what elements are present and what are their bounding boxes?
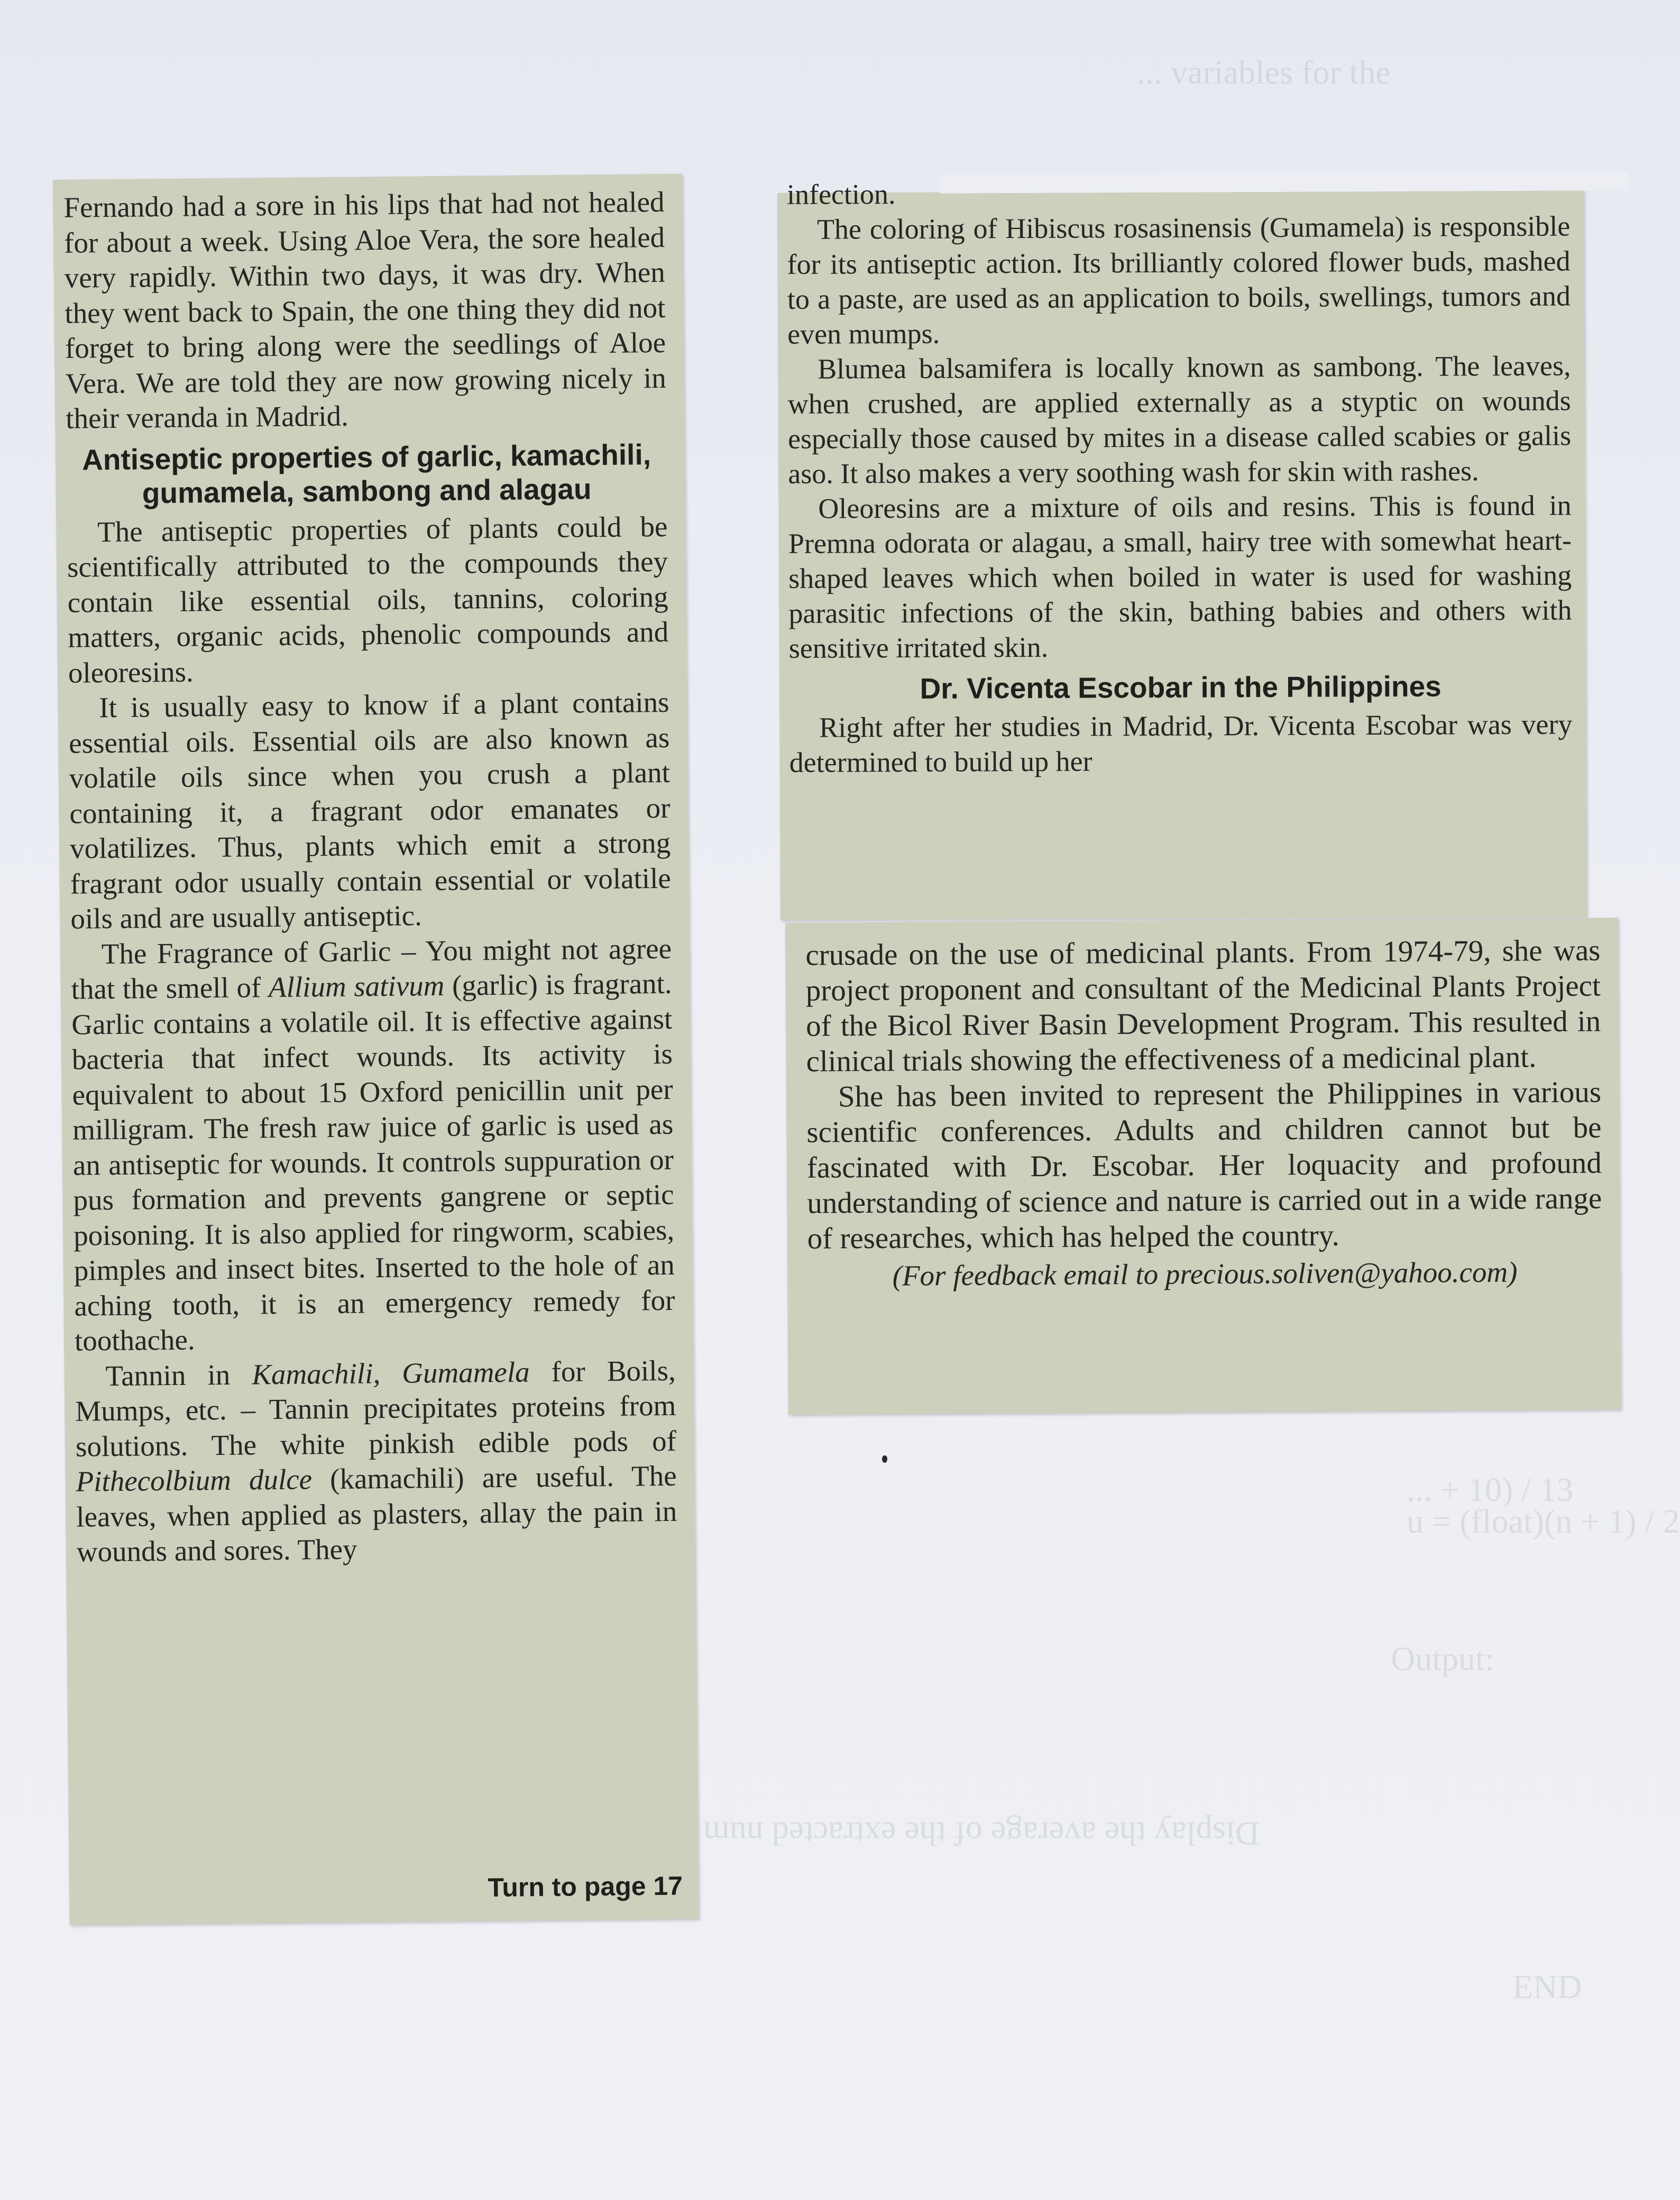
left-clipping: [53, 174, 699, 1925]
paragraph-hibiscus: The coloring of Hibiscus rosasinensis (Gumamela) is responsible for its antiseptic action. Its brilliantly colored flower buds, mashed to a paste, are used as an application to boils, swellings, tumors and even mumps.: [787, 210, 1571, 350]
garlic-text-a: The Fragrance of Garlic – You might not agree that the smell of: [71, 932, 672, 1005]
continuation-text: infection.: [786, 178, 896, 210]
garlic-text-b: (garlic) is fragrant. Garlic contains a volatile oil. It is effective against bacteria that infect wounds. Its activity is equivalent to about 15 Oxford penicillin unit per milligram. The fresh raw juice of garlic is used as an antiseptic for wounds. It controls suppuration or pus formation and prevents gangrene or septic poisoning. It is also applied for ringworm, scabies, pimples and insect bites. Inserted to the hole of an aching tooth, it is an emergency remedy for toothache.: [71, 967, 675, 1357]
tannin-text-c: (kamachili) are useful. The leaves, when applied as plasters, allay the pain in wounds and sores. They: [76, 1459, 677, 1568]
tannin-italic-plants: Kamachili, Gumamela: [251, 1355, 530, 1390]
paragraph-antiseptic-properties: The antiseptic properties of plants could be scientifically attributed to the compounds they contain like essential oils, tannins, coloring matters, organic acids, phenolic compounds and oleoresins.: [67, 510, 669, 689]
bleed-text: u = (float)(n + 1) / 2: [1407, 1502, 1680, 1540]
feedback-email-line: (For feedback email to precious.soliven@yahoo.com): [892, 1255, 1518, 1292]
tannin-latin-name: Pithecolbium dulce: [76, 1463, 313, 1498]
bleed-text: ... variables for the: [1137, 53, 1391, 91]
paragraph-escobar-start: Right after her studies in Madrid, Dr. Vicenta Escobar was very determined to build up her: [789, 708, 1573, 778]
tannin-text-b: for Boils, Mumps, etc. – Tannin precipitates proteins from solutions. The white pinkish edible pods of: [75, 1354, 677, 1463]
paragraph-crusade: crusade on the use of medicinal plants. From 1974-79, she was project proponent and consultant of the Medicinal Plants Project of the Bicol River Basin Development Program. This resulted in clinical trials showing the effectiveness of a medicinal plant.: [805, 933, 1601, 1078]
bleed-text: Output:: [1391, 1640, 1494, 1678]
tannin-text-a: Tannin in: [105, 1358, 252, 1392]
section-heading-antiseptic: Antiseptic properties of garlic, kamachili, gumamela, sambong and alagau: [81, 437, 651, 509]
bleed-text: END: [1512, 1968, 1582, 2005]
right-bottom-column-text: [805, 933, 1602, 1294]
left-column-text: [63, 185, 677, 1570]
right-bottom-clipping: [785, 918, 1621, 1415]
paragraph-tannin: [75, 1353, 677, 1570]
paragraph-blumea: Blumea balsamifera is locally known as sambong. The leaves, when crushed, are applied externally as a styptic on wounds especially those caused by mites in a disease called scabies or galis aso. It also makes a very soothing wash for skin with rashes.: [787, 350, 1572, 490]
paragraph-garlic: [71, 931, 676, 1359]
section-heading-escobar: Dr. Vicenta Escobar in the Philippines: [920, 670, 1442, 705]
right-top-column-text: [787, 173, 1573, 780]
garlic-latin-name: Allium sativum: [268, 969, 445, 1004]
paragraph-conferences: She has been invited to represent the Philippines in various scientific conferences. Adults and children cannot but be fascinated with Dr. Escobar. Her loquacity and profound understanding of science and nature is carried out in a wide range of researches, which has helped the country.: [806, 1075, 1602, 1255]
intro-paragraph: Fernando had a sore in his lips that had not healed for about a week. Using Aloe Vera, the sore healed very rapidly. Within two days, it was dry. When they went back to Spain, the one thing they did not forget to bring along were the seedlings of Aloe Vera. We are told they are now growing nicely in their veranda in Madrid.: [63, 185, 666, 435]
bleed-text: Display the average of the extracted num: [703, 1815, 1260, 1853]
paragraph-oleoresins: Oleoresins are a mixture of oils and resins. This is found in Premna odorata or alagau, a small, hairy tree with somewhat heart-shaped leaves which when boiled in water is used for washing parasitic infections of the skin, bathing babies and others with sensitive irritated skin.: [788, 489, 1572, 664]
right-top-clipping: [777, 178, 1587, 920]
turn-to-page-label: Turn to page 17: [488, 1871, 683, 1903]
paper-speck: [882, 1455, 887, 1463]
clipping-notch: [940, 171, 1628, 194]
bleed-text: ... + 10) / 13: [1407, 1471, 1574, 1508]
paragraph-essential-oils: It is usually easy to know if a plant contains essential oils. Essential oils are also known as volatile oils since when you crush a plant containing it, a fragrant odor emanates or volatilizes. Thus, plants which emit a strong fragrant odor usually contain essential or volatile oils and are usually antiseptic.: [68, 685, 672, 935]
